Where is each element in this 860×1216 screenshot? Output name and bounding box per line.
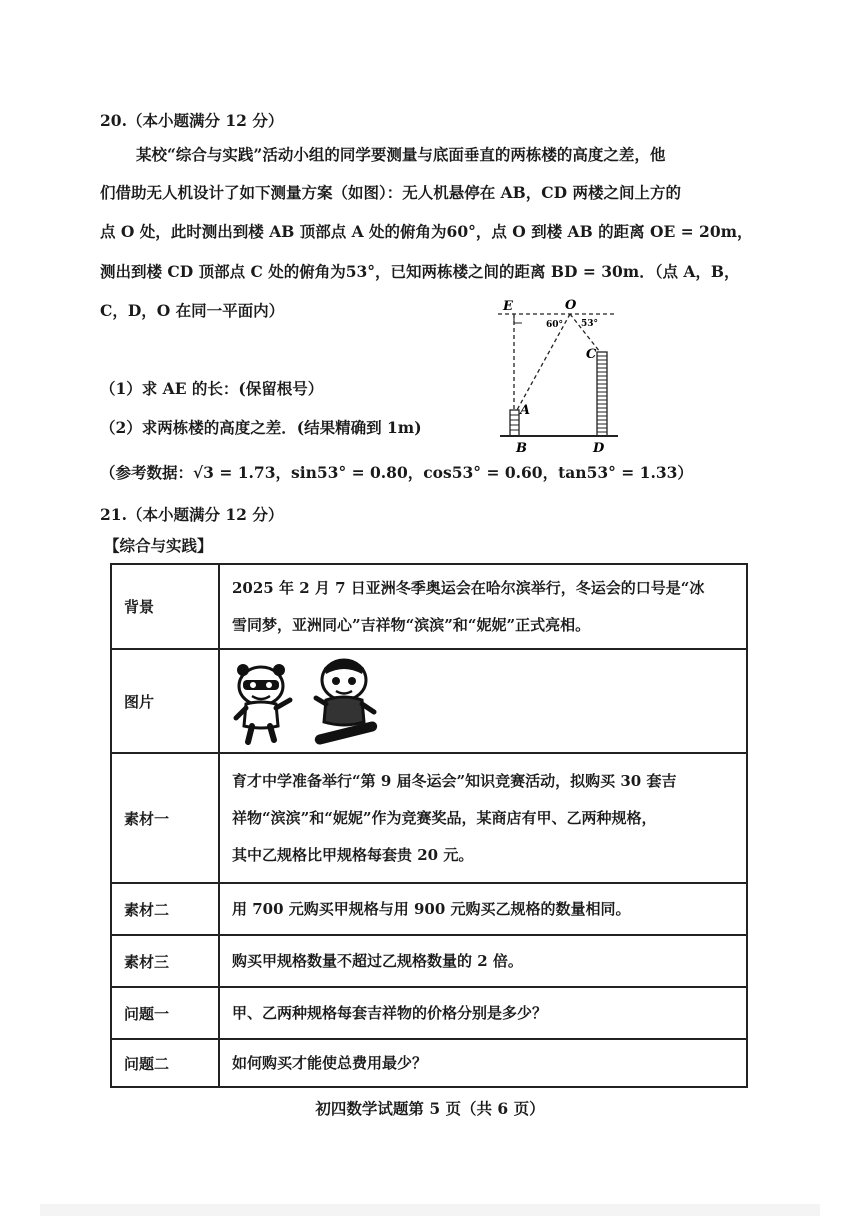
value-line: 育才中学准备举行“第 9 届冬运会”知识竞赛活动，拟购买 30 套吉: [232, 771, 677, 790]
row-value: [219, 753, 747, 883]
label-C: C: [586, 347, 597, 362]
value-line: 2025 年 2 月 7 日亚洲冬季奥运会在哈尔滨举行，冬运会的口号是“冰: [232, 578, 705, 597]
table-row-background: [111, 564, 747, 649]
table-row-material-3: [111, 935, 747, 987]
row-key: 问题一: [111, 987, 219, 1039]
label-A: A: [520, 403, 531, 418]
q21-heading: 21.（本小题满分 12 分）: [100, 505, 284, 524]
row-value: 购买甲规格数量不超过乙规格数量的 2 倍。: [219, 935, 747, 987]
row-value: 甲、乙两种规格每套吉祥物的价格分别是多少？: [219, 987, 747, 1039]
q20-line-1: 某校“综合与实践”活动小组的同学要测量与底面垂直的两栋楼的高度之差，他: [136, 145, 666, 164]
q20-heading: 20.（本小题满分 12 分）: [100, 111, 284, 130]
row-key: 背景: [111, 564, 219, 649]
scan-bottom-edge: [40, 1204, 820, 1216]
table-row-question-2: [111, 1039, 747, 1087]
q20-figure: [490, 292, 630, 458]
q20-line-2: 们借助无人机设计了如下测量方案（如图）：无人机悬停在 AB，CD 两楼之间上方的: [100, 183, 681, 202]
mascot-picture-area: [232, 650, 734, 752]
q20-line-5: C，D，O 在同一平面内）: [100, 301, 285, 320]
mascot-nini-image: [310, 654, 382, 748]
table-row-material-2: [111, 883, 747, 935]
label-angle-60: 60°: [546, 320, 564, 330]
row-value: 用 700 元购买甲规格与用 900 元购买乙规格的数量相同。: [219, 883, 747, 935]
q20-line-4: 测出到楼 CD 顶部点 C 处的俯角为53°，已知两栋楼之间的距离 BD = 30m．（点 A，B，: [100, 262, 740, 281]
q20-part-2: （2）求两栋楼的高度之差．(结果精确到 1m): [100, 418, 422, 437]
table-row-picture: [111, 649, 747, 753]
label-angle-53: 53°: [581, 319, 599, 329]
right-angle-mark: [514, 314, 522, 323]
value-line: 祥物“滨滨”和“妮妮”作为竞赛奖品，某商店有甲、乙两种规格，: [232, 808, 657, 827]
row-value: 如何购买才能使总费用最少？: [219, 1039, 747, 1087]
q21-section-title: 【综合与实践】: [104, 536, 213, 555]
value-line: 雪同梦，亚洲同心”吉祥物“滨滨”和“妮妮”正式亮相。: [232, 615, 591, 634]
label-E: E: [503, 299, 513, 314]
q20-line-3: 点 O 处，此时测出到楼 AB 顶部点 A 处的俯角为60°，点 O 到楼 AB 的距离 OE = 20m，: [100, 222, 753, 241]
row-key: 问题二: [111, 1039, 219, 1087]
mascot-binbin-image: [228, 660, 298, 746]
building-AB: [510, 410, 519, 436]
value-line: 其中乙规格比甲规格每套贵 20 元。: [232, 845, 474, 864]
table-row-material-1: [111, 753, 747, 883]
label-O: O: [565, 298, 577, 313]
q20-reference-data: （参考数据：√3 = 1.73，sin53° = 0.80，cos53° = 0.60，tan53° = 1.33）: [100, 463, 693, 482]
table-row-question-1: [111, 987, 747, 1039]
row-value: [219, 564, 747, 649]
page-footer: 初四数学试题第 5 页（共 6 页）: [315, 1099, 545, 1118]
row-key: 素材三: [111, 935, 219, 987]
label-B: B: [516, 441, 527, 456]
row-key: 素材二: [111, 883, 219, 935]
row-key: 素材一: [111, 753, 219, 883]
q20-part-1: （1）求 AE 的长：(保留根号）: [100, 379, 324, 398]
row-value: [219, 649, 747, 753]
building-CD: [597, 352, 607, 436]
label-D: D: [593, 441, 605, 456]
q21-table: [110, 563, 748, 1088]
row-key: 图片: [111, 649, 219, 753]
